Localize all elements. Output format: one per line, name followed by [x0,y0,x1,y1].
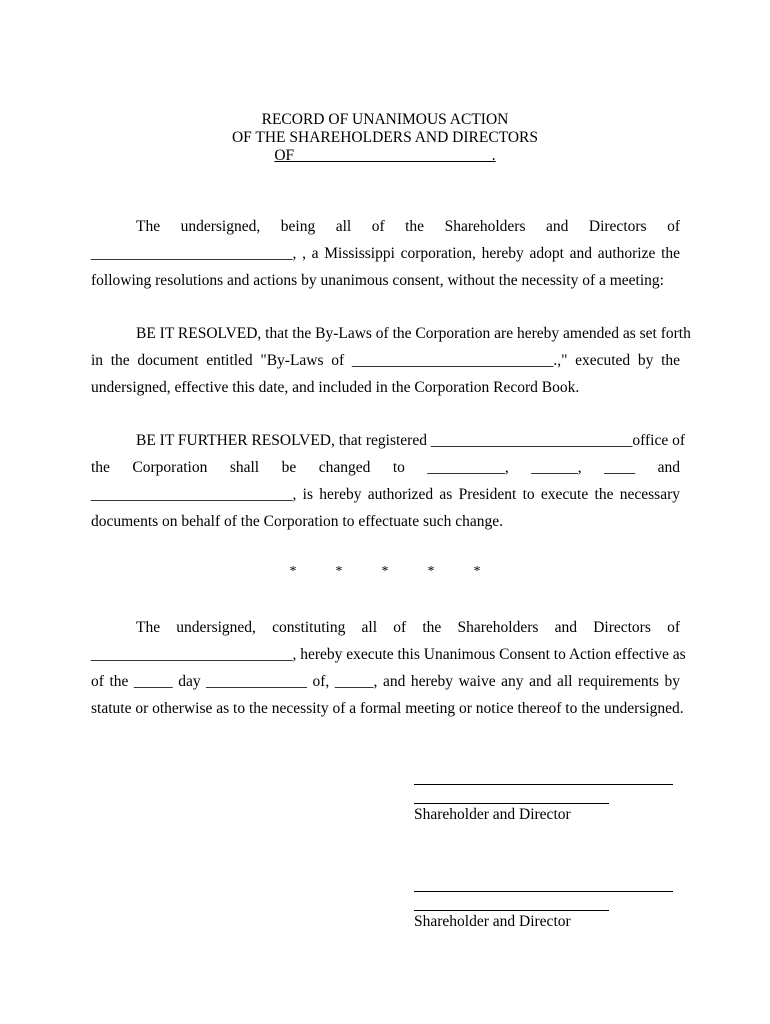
separator-star: * [289,564,297,579]
paragraph-line: documents on behalf of the Corporation to effectuate such change. [91,513,504,530]
signature-line-1[interactable] [414,784,673,785]
paragraph-bylaws-resolution [91,320,691,401]
paragraph-adoption [91,213,680,294]
paragraph-line: The undersigned, being all of the Shareholders and Directors of [136,218,680,235]
paragraph-line: __________________________, , a Mississippi corporation, hereby adopt and authorize the [91,245,680,262]
paragraph-line: __________________________, is hereby authorized as President to execute the necessary [91,486,680,503]
paragraph-line: statute or otherwise as to the necessity of a formal meeting or notice thereof to the undersigned. [91,700,684,717]
paragraph-line: The undersigned, constituting all of the Shareholders and Directors of [136,619,680,636]
paragraph-registered-office-resolution [91,427,685,535]
signature-underline-2 [414,910,609,911]
separator-star: * [427,564,435,579]
paragraph-line: __________________________, hereby execute this Unanimous Consent to Action effective as [91,646,686,663]
paragraph-line: in the document entitled "By-Laws of __________________________.," executed by the [91,352,680,369]
paragraph-line: undersigned, effective this date, and included in the Corporation Record Book. [91,379,580,396]
signature-underline-1 [414,803,609,804]
separator-star: * [335,564,343,579]
paragraph-line: BE IT RESOLVED, that the By-Laws of the Corporation are hereby amended as set forth [136,325,691,342]
paragraph-line: BE IT FURTHER RESOLVED, that registered __________________________office of [136,432,685,449]
paragraph-line: of the _____ day _____________ of, _____, and hereby waive any and all requirements by [91,673,680,690]
section-separator [0,564,770,580]
paragraph-consent [91,614,686,722]
signature-line-2[interactable] [414,891,673,892]
company-name-blank[interactable]: OF _________________________. [274,147,496,164]
separator-star: * [473,564,481,579]
document-title-line-2: OF THE SHAREHOLDERS AND DIRECTORS [231,129,539,146]
signature-label-1: Shareholder and Director [414,806,571,823]
signature-label-2: Shareholder and Director [414,913,571,930]
separator-star: * [381,564,389,579]
paragraph-line: the Corporation shall be changed to __________, ______, ____ and [91,459,680,476]
document-title-line-3 [0,147,770,165]
document-title-line-1: RECORD OF UNANIMOUS ACTION [261,111,509,128]
paragraph-line: following resolutions and actions by unanimous consent, without the necessity of a meeting: [91,272,664,289]
